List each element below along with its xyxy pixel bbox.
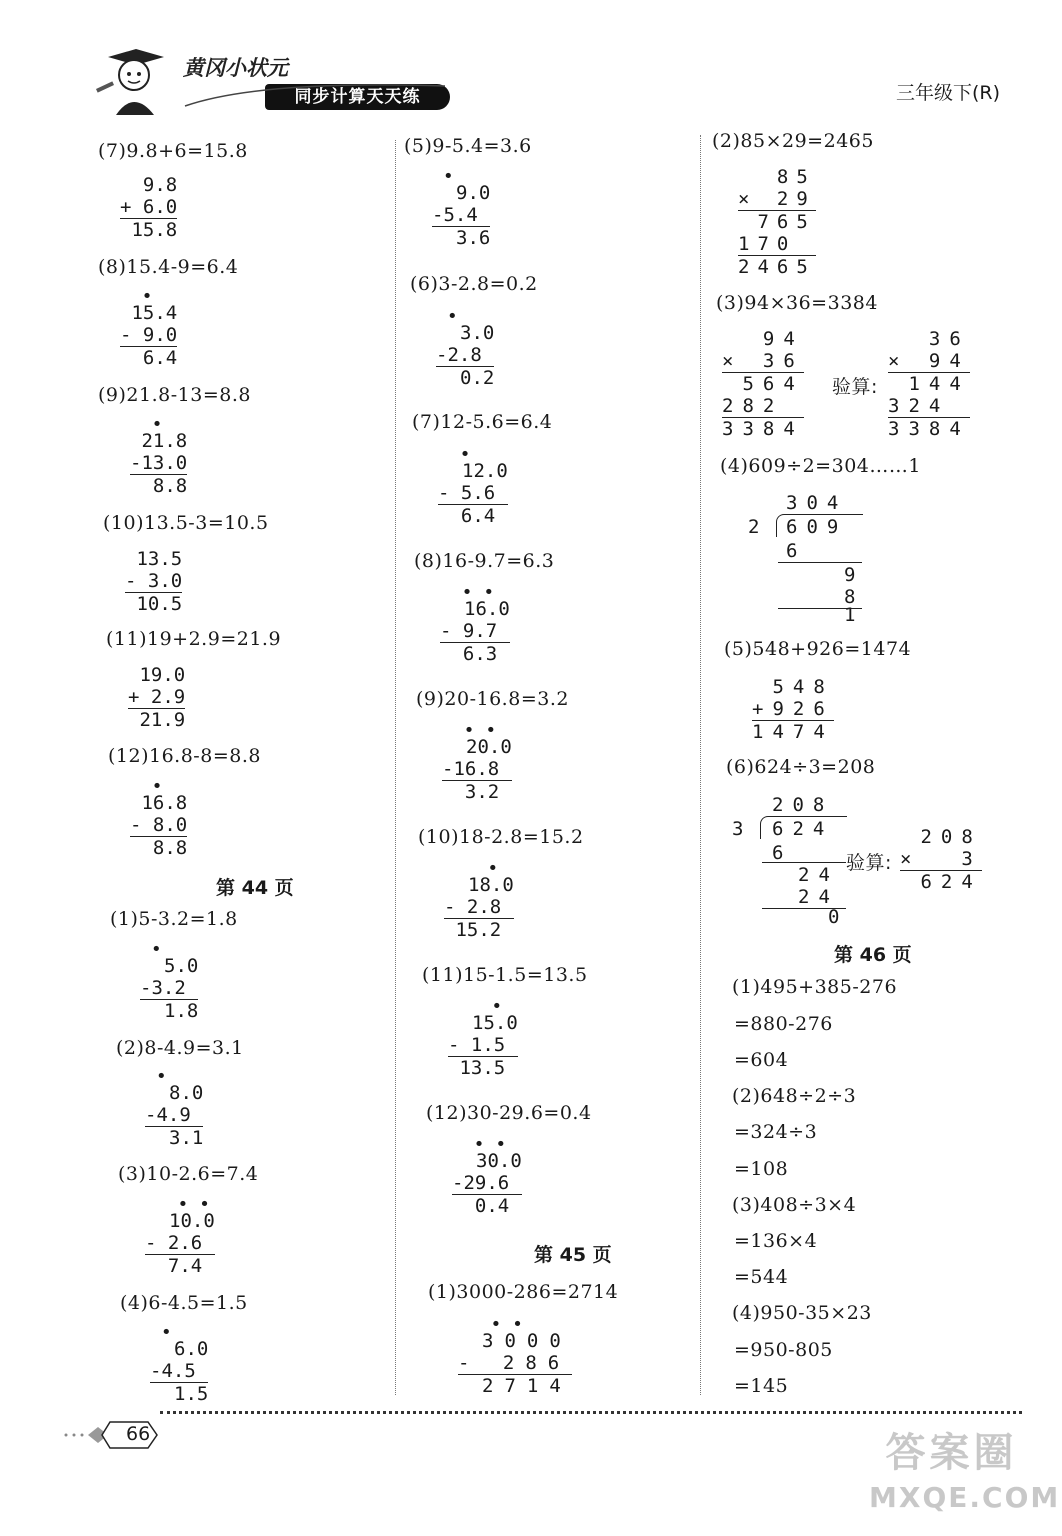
equation-c3-3: (3)94×36=3384 (716, 292, 878, 314)
column-divider-2 (700, 135, 701, 1395)
vertical-calc-c1-8: • 15.4 - 9.0 6.4 (120, 286, 178, 369)
section-heading-44: 第 44 页 (216, 877, 294, 899)
page-number: 66 (126, 1423, 151, 1445)
vertical-calc-c1-11: 19.0 + 2.9 21.9 (128, 664, 186, 731)
equation-p46-line-7: (3)408÷3×4 (732, 1194, 857, 1216)
vertical-calc-c2-5: • 9.0 -5.4 3.6 (432, 166, 491, 249)
long-division-c3-4: 304 2 609 6 9 8 1 (748, 492, 868, 624)
equation-p46-line-9: =544 (734, 1266, 789, 1288)
equation-p46-line-6: =108 (734, 1158, 789, 1180)
vertical-calc-c2-11: • 15.0 - 1.5 13.5 (448, 996, 518, 1079)
watermark-url: MXQE.COM (869, 1481, 1061, 1514)
equation-c1-7: (7)9.8+6=15.8 (98, 140, 248, 162)
vertical-calc-p44-1: • 5.0 -3.2 1.8 (140, 939, 199, 1022)
check-label-c3-6: 验算: (846, 852, 892, 874)
watermark (869, 1428, 1061, 1528)
equation-c2-7: (7)12-5.6=6.4 (412, 411, 553, 433)
equation-p46-line-11: =950-805 (734, 1339, 833, 1361)
equation-p44-4: (4)6-4.5=1.5 (120, 1292, 248, 1314)
vertical-calc-c1-10: 13.5 - 3.0 10.5 (125, 548, 183, 615)
vertical-calc-c2-6: • 3.0 -2.8 0.2 (436, 306, 495, 389)
vertical-calc-c1-7: 9.8 + 6.0 15.8 (120, 174, 178, 241)
equation-c1-12: (12)16.8-8=8.8 (108, 745, 261, 767)
equation-p46-line-1: (1)495+385-276 (732, 976, 898, 998)
grade-label: 三年级下(R) (895, 82, 1000, 104)
section-heading-46: 第 46 页 (834, 944, 912, 966)
equation-c1-10: (10)13.5-3=10.5 (103, 512, 269, 534)
section-heading-45: 第 45 页 (534, 1244, 612, 1266)
equation-c2-5: (5)9-5.4=3.6 (404, 135, 532, 157)
footer-dotted-rule (160, 1411, 1022, 1414)
equation-c2-9: (9)20-16.8=3.2 (416, 688, 569, 710)
vertical-calc-c1-12: • 16.8 - 8.0 8.8 (130, 776, 188, 859)
equation-c1-11: (11)19+2.9=21.9 (106, 628, 282, 650)
vertical-calc-c1-9: • 21.8 -13.0 8.8 (130, 414, 188, 497)
header-swoosh (180, 72, 450, 112)
check-calc-c3-6: 208 × 3 624 (900, 826, 982, 893)
equation-c2-6: (6)3-2.8=0.2 (410, 273, 538, 295)
brand-banner: 同步计算天天练 (265, 84, 450, 110)
equation-c3-6: (6)624÷3=208 (726, 756, 876, 778)
vertical-calc-c3-3: 94 × 36 564 282 3384 (722, 328, 804, 440)
vertical-calc-c3-5: 548 +926 1474 (752, 676, 834, 743)
long-division-c3-6: 208 3 624 6 24 24 0 (732, 794, 862, 926)
equation-c2-8: (8)16-9.7=6.3 (414, 550, 555, 572)
equation-c2-12: (12)30-29.6=0.4 (426, 1102, 592, 1124)
equation-p46-line-8: =136×4 (734, 1230, 818, 1252)
vertical-calc-p45-1: • • 3000 - 286 2714 (458, 1314, 572, 1397)
vertical-calc-c2-8: • • 16.0 - 9.7 6.3 (440, 582, 510, 665)
vertical-calc-p44-3: • • 10.0 - 2.6 7.4 (145, 1194, 215, 1277)
equation-p44-2: (2)8-4.9=3.1 (116, 1037, 244, 1059)
equation-p44-1: (1)5-3.2=1.8 (110, 908, 238, 930)
equation-p45-1: (1)3000-286=2714 (428, 1281, 619, 1303)
check-calc-c3-3: 36 × 94 144 324 3384 (888, 328, 970, 440)
equation-c1-8: (8)15.4-9=6.4 (98, 256, 239, 278)
vertical-calc-p44-4: • 6.0 -4.5 1.5 (150, 1322, 209, 1405)
equation-c2-11: (11)15-1.5=13.5 (422, 964, 588, 986)
vertical-calc-c2-9: • • 20.0 -16.8 3.2 (442, 720, 512, 803)
column-divider-1 (395, 140, 396, 1395)
vertical-calc-c3-2: 85 × 29 765 170 2465 (738, 166, 816, 278)
equation-c3-5: (5)548+926=1474 (724, 638, 912, 660)
equation-p46-line-10: (4)950-35×23 (732, 1302, 872, 1324)
equation-p46-line-3: =604 (734, 1049, 789, 1071)
equation-p46-line-4: (2)648÷2÷3 (732, 1085, 857, 1107)
equation-p46-line-12: =145 (734, 1375, 789, 1397)
equation-c3-2: (2)85×29=2465 (712, 130, 874, 152)
equation-c2-10: (10)18-2.8=15.2 (418, 826, 584, 848)
equation-p46-line-2: =880-276 (734, 1013, 833, 1035)
equation-p46-line-5: =324÷3 (734, 1121, 818, 1143)
vertical-calc-p44-2: • 8.0 -4.9 3.1 (145, 1066, 204, 1149)
equation-c3-4: (4)609÷2=304……1 (720, 455, 921, 477)
equation-p44-3: (3)10-2.6=7.4 (118, 1163, 259, 1185)
mascot-icon (88, 45, 178, 117)
watermark-logo-text: 答案圈 (885, 1430, 1018, 1476)
equation-c1-9: (9)21.8-13=8.8 (98, 384, 251, 406)
vertical-calc-c2-10: • 18.0 - 2.8 15.2 (444, 858, 514, 941)
vertical-calc-c2-7: • 12.0 - 5.6 6.4 (438, 444, 508, 527)
vertical-calc-c2-12: • • 30.0 -29.6 0.4 (452, 1134, 522, 1217)
brand-title: 黄冈小状元 (183, 56, 288, 80)
check-label-c3-3: 验算: (832, 376, 878, 398)
